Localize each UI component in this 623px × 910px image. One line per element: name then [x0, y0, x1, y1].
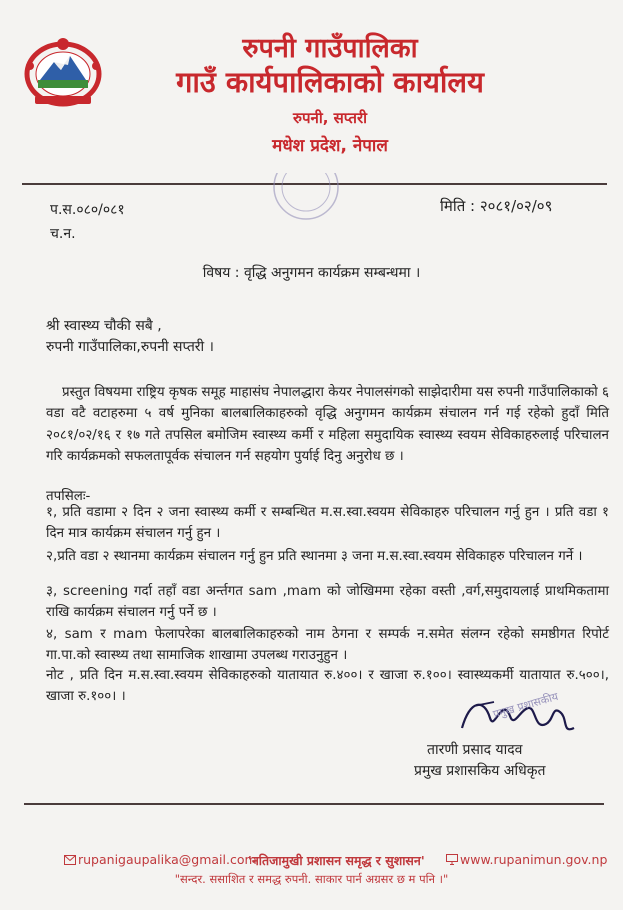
municipality-name: रुपनी गाउँपालिका	[242, 33, 418, 64]
note-paragraph: नोट , प्रति दिन म.स.स्वा.स्वयम सेविकाहरुको यातायात रु.४००। र खाजा रु.१००। स्वास्थ्यकर्मी यातायात रु.५००।, खाजा रु.१००। ।	[46, 668, 609, 705]
office-location: रुपनी, सप्तरी	[293, 109, 367, 127]
letter-subject: विषय : वृद्धि अनुगमन कार्यक्रम सम्बन्धमा ।	[202, 265, 421, 281]
list-item: २,प्रति वडा २ स्थानमा कार्यक्रम संचालन गर्नु हुन प्रति स्थानमा ३ जना म.स.स्वा.स्वयम सेविकाहरु परिचालन गर्ने ।	[46, 549, 583, 564]
list-item: ३, screening गर्दा तहाँ वडा अर्न्तगत sam ,mam को जोखिममा रहेका वस्ती ,वर्ग,समुदायलाई प्राथमिकतामा राखि कार्यक्रम संचालन गर्नु पर्ने छ ।	[46, 584, 609, 621]
recipient-line-1: श्री स्वास्थ्य चौकी सबै ,	[46, 318, 162, 334]
signature-stamp: प्रमुख प्रशासकीय	[491, 690, 560, 721]
list-item: १, प्रति वडामा २ दिन २ जना स्वास्थ्य कर्मी र सम्बन्धित म.स.स्वा.स्वयम सेविकाहरु परिचालन गर्नु हुन । प्रति वडा १ दिन मात्र कार्यक्रम संचालन गर्नु हुन ।	[46, 505, 609, 542]
letter-date: मिति : २०८१/०२/०९	[440, 197, 553, 215]
office-stamp-icon	[258, 173, 354, 225]
reference-number: प.स.०८०/०८१	[50, 202, 125, 218]
monitor-icon	[446, 854, 458, 865]
list-heading: तपसिलः-	[46, 489, 91, 504]
footer-email[interactable]	[64, 852, 257, 867]
body-paragraph: प्रस्तुत विषयमा राष्ट्रिय कृषक समूह माहासंघ नेपालद्धारा केयर नेपालसंगको साझेदारीमा यस रुपनी गाउँपालिकाको ६ वडा वटै वटाहरुमा ५ वर्ष मुनिका बालबालिकाहरुको वृद्धि अनुगमन कार्यक्रम संचालन गर्न गई रहेको हुदाँ मिति २०८१/०२/१६ र १७ गते तपसिल बमोजिम स्वास्थ्य कर्मी र महिला समुदायिक स्वास्थ्य स्वयम सेविकाहरुलाई परिचालन गरि कार्यक्रमको सफलतापूर्वक संचालन गर्न सहयोग पुर्याई दिनु अनुरोध छ ।	[46, 385, 609, 465]
signatory-title: प्रमुख प्रशासकिय अधिकृत	[414, 763, 546, 779]
footer-website-text: www.rupanimun.gov.np	[460, 852, 608, 867]
footer-divider	[24, 803, 604, 805]
recipient-line-2: रुपनी गाउँपालिका,रुपनी सप्तरी ।	[46, 339, 214, 355]
list-item: ४, sam र mam फेलापरेका बालबालिकाहरुको नाम ठेगना र सम्पर्क न.समेत संलग्न रहेको समष्ठीगत रिपोर्ट गा.पा.को स्वास्थ्य तथा सामाजिक शाखामा उपलब्ध गराउनुहुन ।	[46, 627, 609, 664]
nepal-emblem-icon	[18, 36, 108, 108]
mail-icon	[64, 855, 76, 865]
footer-motto: "सन्दर. ससाशित र समद्ध रुपनी. साकार पार्न अग्रसर छ म पनि ।"	[174, 872, 449, 886]
dispatch-number: च.न.	[50, 226, 76, 242]
footer-email-text: rupanigaupalika@gmail.com	[78, 852, 257, 867]
signatory-name: तारणी प्रसाद यादव	[427, 742, 523, 758]
footer-website[interactable]	[446, 852, 607, 867]
province-country: मधेश प्रदेश, नेपाल	[272, 136, 388, 156]
footer-slogan: 'नतिजामुखी प्रशासन समृद्ध र सुशासन'	[248, 853, 425, 868]
footer-contact-row	[10, 852, 613, 870]
office-name: गाउँ कार्यपालिकाको कार्यालय	[176, 65, 484, 99]
